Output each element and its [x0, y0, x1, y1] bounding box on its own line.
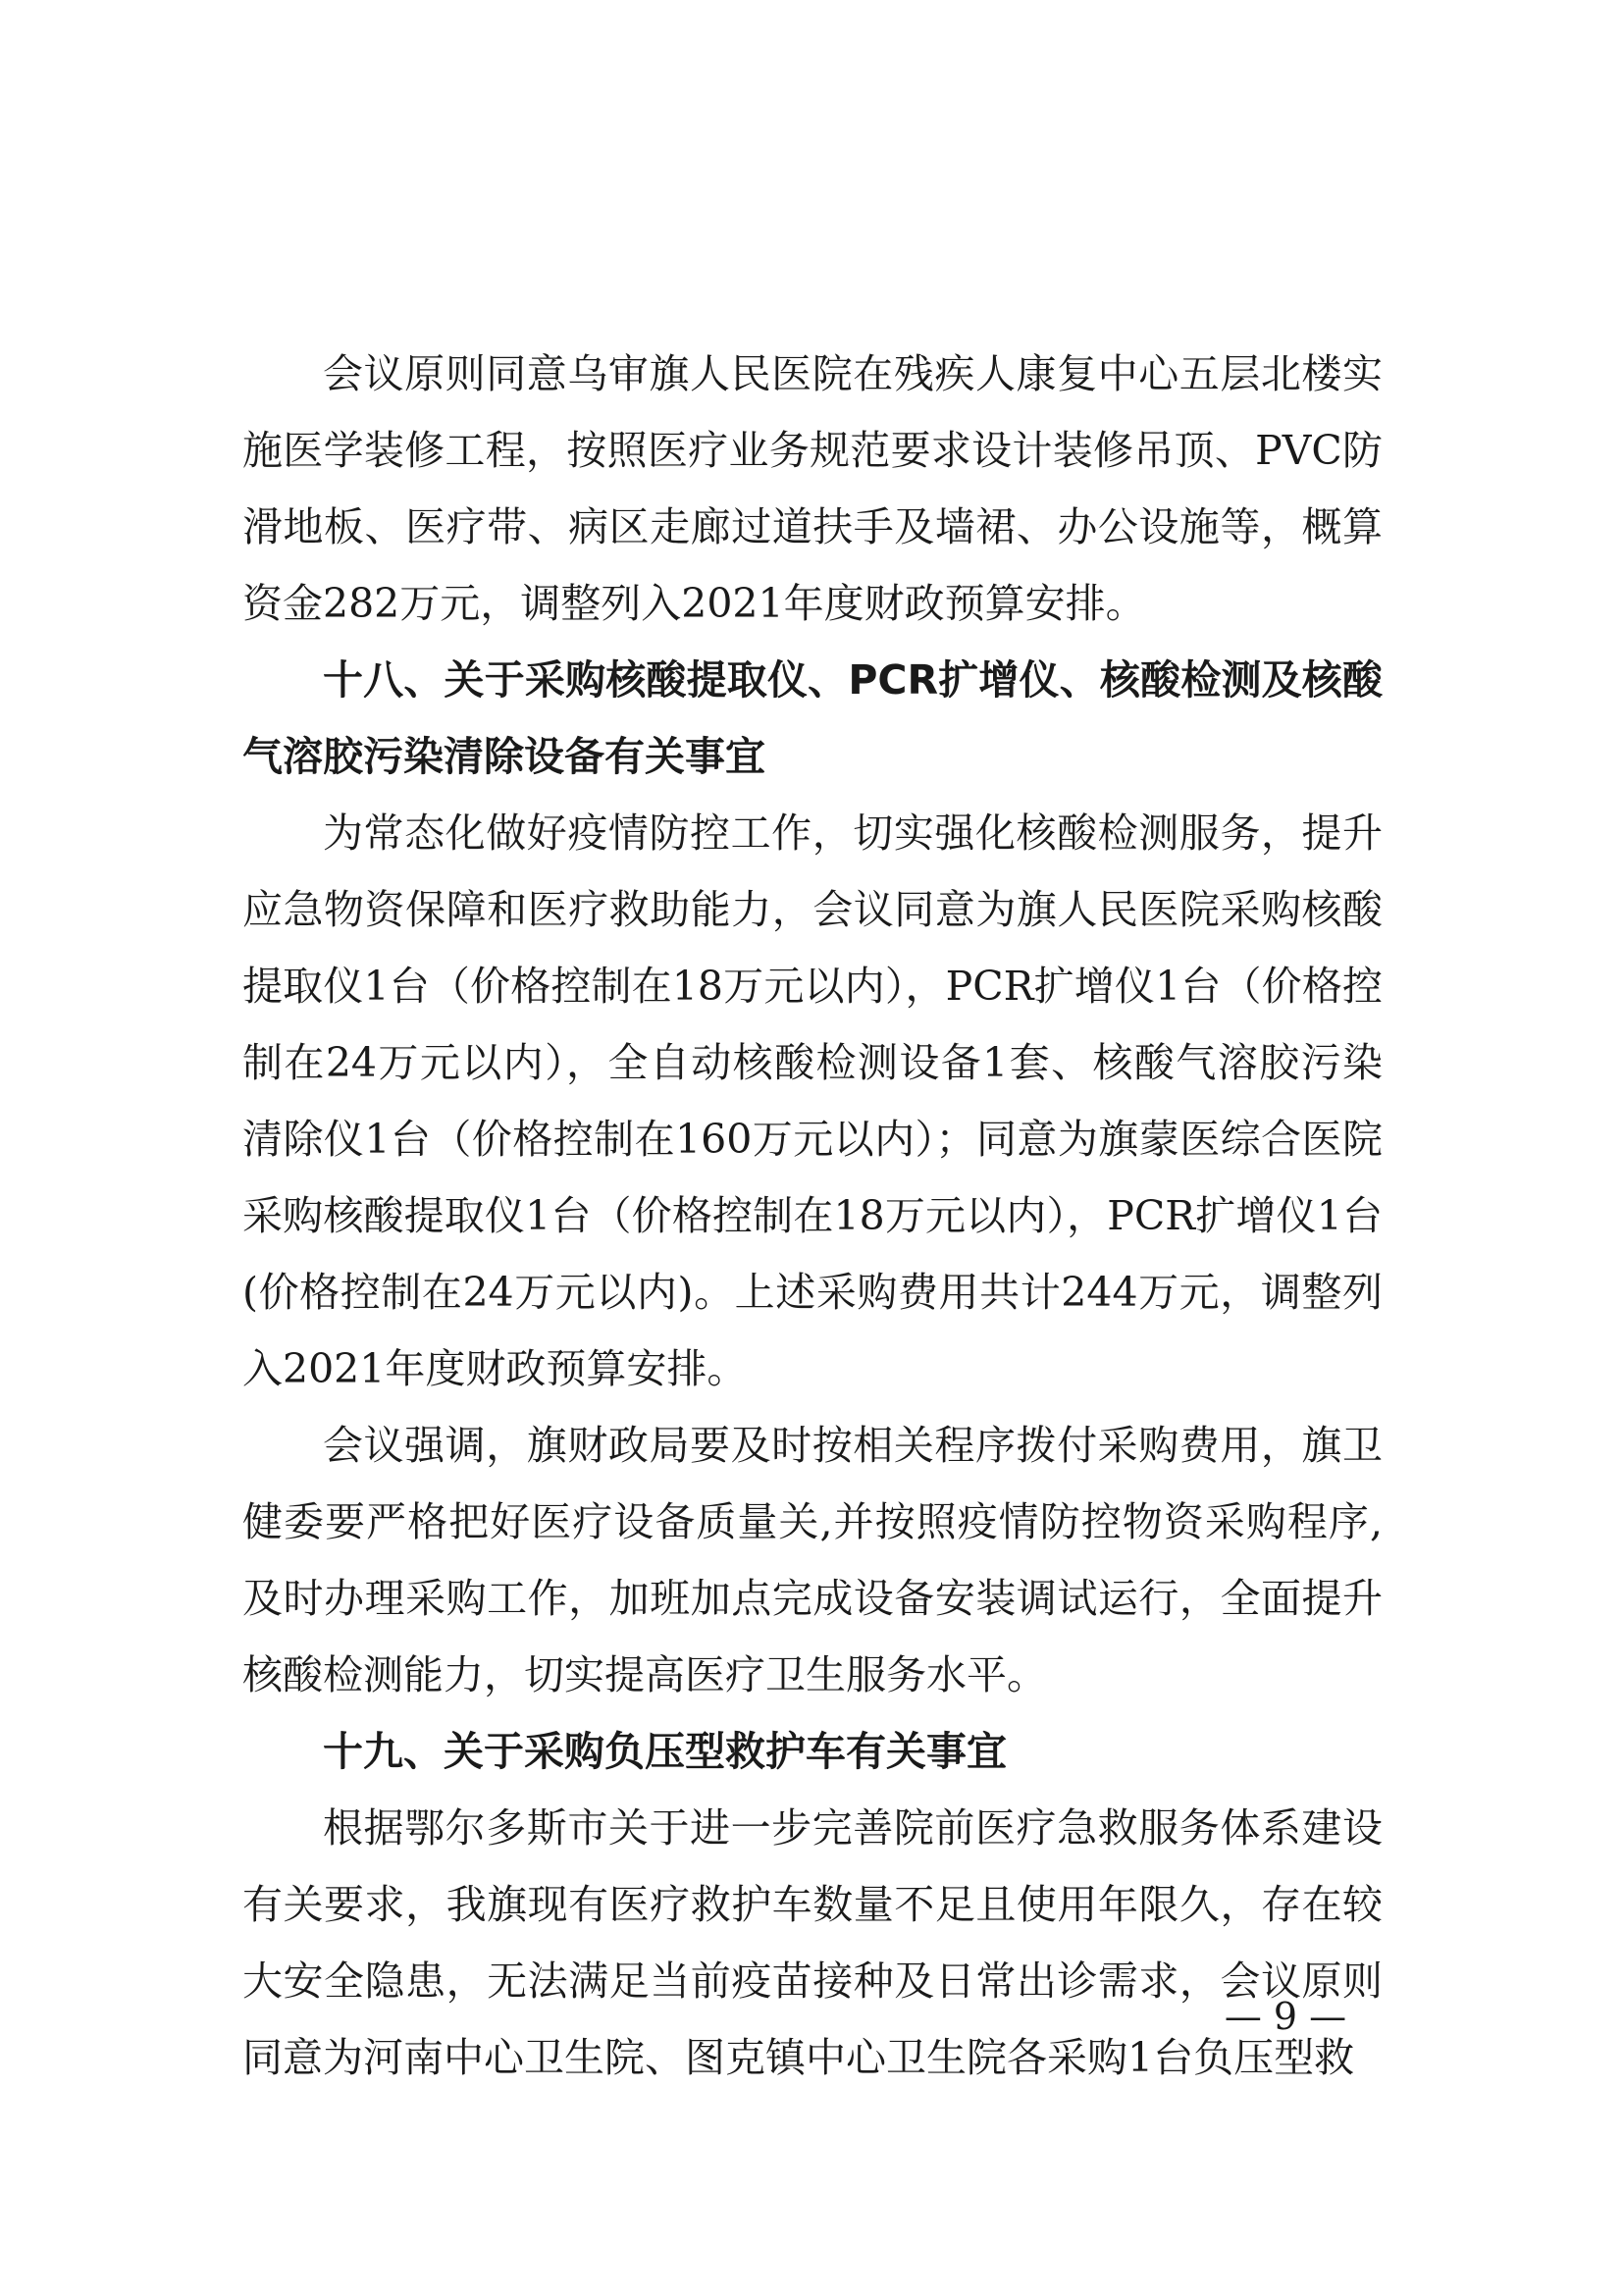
paragraph-nucleic-acid-equipment: 为常态化做好疫情防控工作，切实强化核酸检测服务，提升应急物资保障和医疗救助能力，会议同意为旗人民医院采购核酸提取仪1台（价格控制在18万元以内），PCR扩增仪1台（价格控制在24万元以内），全自动核酸检测设备1套、核酸气溶胶污染清除仪1台（价格控制在160万元以内）；同意为旗蒙医综合医院采购核酸提取仪1台（价格控制在18万元以内），PCR扩增仪1台(价格控制在24万元以内)。上述采购费用共计244万元，调整列入2021年度财政预算安排。 [242, 809, 1383, 1392]
paragraph-decoration-project: 会议原则同意乌审旗人民医院在残疾人康复中心五层北楼实施医学装修工程，按照医疗业务规范要求设计装修吊顶、PVC防滑地板、医疗带、病区走廊过道扶手及墙裙、办公设施等，概算资金282万元，调整列入2021年度财政预算安排。 [242, 350, 1383, 627]
section-heading-19: 十九、关于采购负压型救护车有关事宜 [323, 1728, 1007, 1775]
paragraph-meeting-emphasis: 会议强调，旗财政局要及时按相关程序拨付采购费用，旗卫健委要严格把好医疗设备质量关,并按照疫情防控物资采购程序,及时办理采购工作，加班加点完成设备安装调试运行，全面提升核酸检测能力，切实提高医疗卫生服务水平。 [242, 1422, 1383, 1698]
section-heading-18: 十八、关于采购核酸提取仪、PCR扩增仪、核酸检测及核酸气溶胶污染清除设备有关事宜 [242, 656, 1383, 780]
page-number: — 9 — [1224, 1995, 1347, 2038]
paragraph-ambulance: 根据鄂尔多斯市关于进一步完善院前医疗急救服务体系建设有关要求，我旗现有医疗救护车数量不足且使用年限久，存在较大安全隐患，无法满足当前疫苗接种及日常出诊需求，会议原则同意为河南中心卫生院、图克镇中心卫生院各采购1台负压型救 [242, 1804, 1383, 2081]
document-body [242, 336, 1383, 2096]
